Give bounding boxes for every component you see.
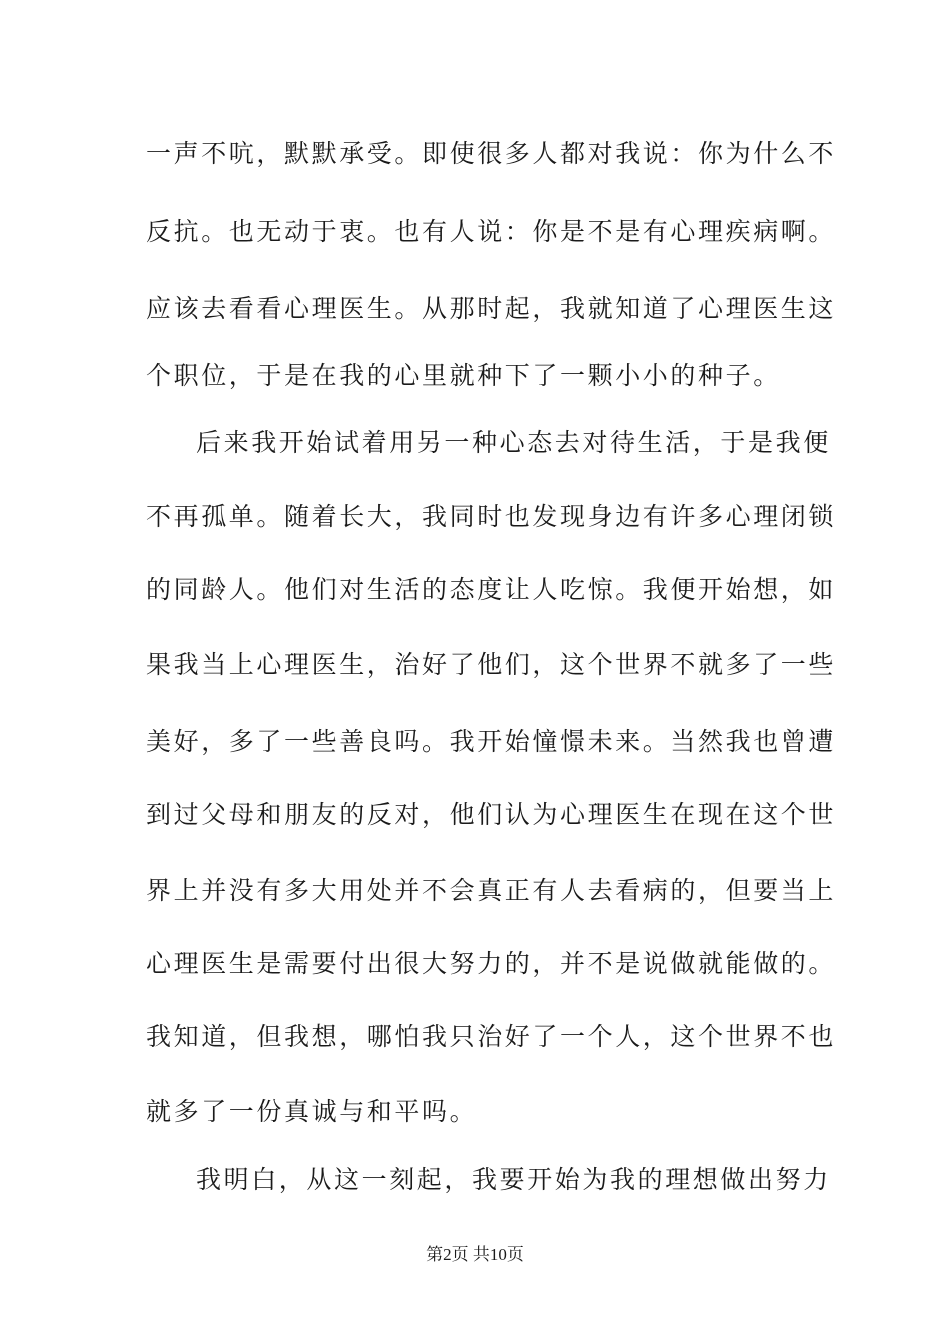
text-line: 我知道，但我想，哪怕我只治好了一个人，这个世界不也 [146,1022,837,1051]
text-line: 界上并没有多大用处并不会真正有人去看病的，但要当上 [146,876,837,905]
text-line: 应该去看看心理医生。从那时起，我就知道了心理医生这 [146,294,837,323]
text-line: 就多了一份真诚与和平吗。 [146,1097,478,1126]
text-line: 美好，多了一些善良吗。我开始憧憬未来。当然我也曾遭 [146,727,837,756]
text-line: 到过父母和朋友的反对，他们认为心理医生在现在这个世 [146,800,837,829]
text-line: 个职位，于是在我的心里就种下了一颗小小的种子。 [146,361,781,390]
page-number-footer: 第2页 共10页 [426,1245,524,1264]
paragraph-start-line: 后来我开始试着用另一种心态去对待生活，于是我便 [196,428,831,457]
text-line: 的同龄人。他们对生活的态度让人吃惊。我便开始想，如 [146,575,837,604]
text-line: 心理医生是需要付出很大努力的，并不是说做就能做的。 [146,949,837,978]
text-line: 果我当上心理医生，治好了他们，这个世界不就多了一些 [146,650,837,679]
text-line: 不再孤单。随着长大，我同时也发现身边有许多心理闭锁 [146,502,837,531]
text-line: 反抗。也无动于衷。也有人说：你是不是有心理疾病啊。 [146,217,837,246]
paragraph-start-line: 我明白，从这一刻起，我要开始为我的理想做出努力 [196,1165,831,1194]
text-line: 一声不吭，默默承受。即使很多人都对我说：你为什么不 [146,139,837,168]
